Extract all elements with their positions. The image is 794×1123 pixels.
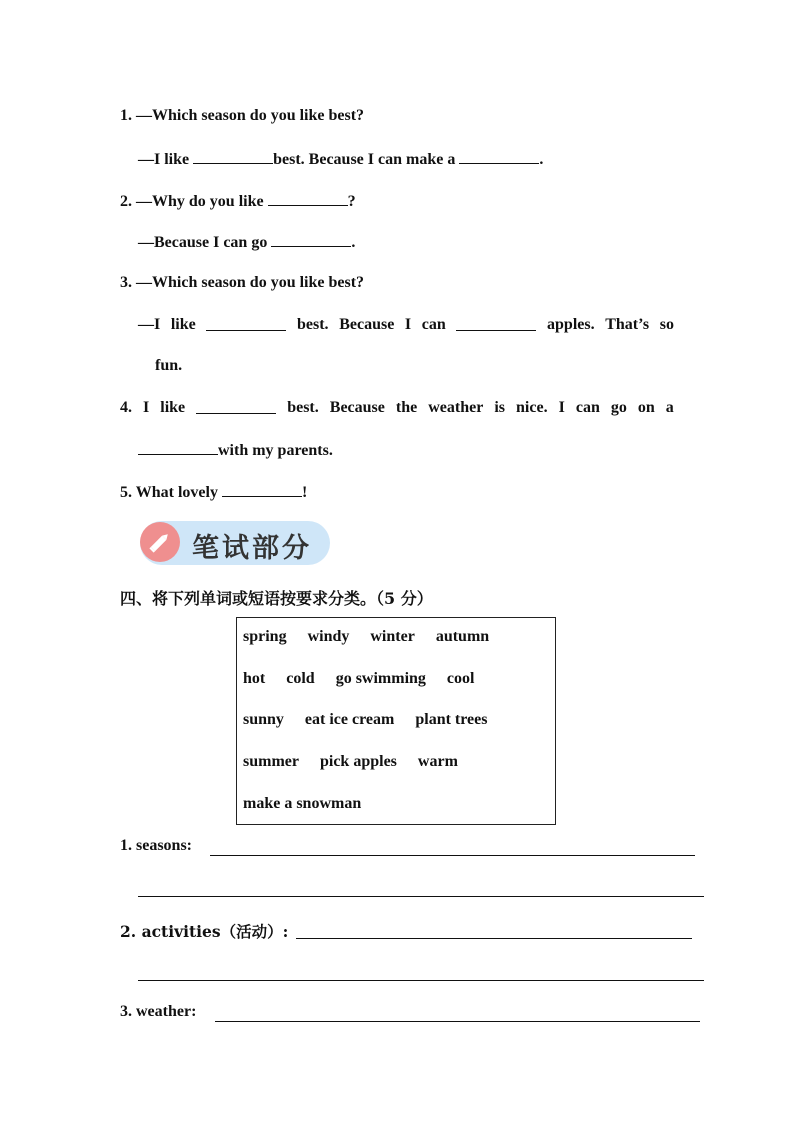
banner-title: 笔试部分 (192, 533, 312, 564)
q4-line2: with my parents. (138, 440, 333, 460)
word-row-3 (243, 711, 504, 729)
q3-line1: 3. —Which season do you like best? (120, 274, 365, 291)
word: hot (243, 670, 266, 687)
q2-blank-1[interactable] (268, 191, 348, 206)
word: winter (370, 628, 415, 645)
q4-number: 4. (120, 399, 132, 416)
word-row-2 (243, 670, 491, 688)
q4-line1: 4. I like best. Because the weather is nice. I can go on a (120, 399, 674, 416)
word: summer (243, 753, 299, 770)
q1-blank-2[interactable] (459, 149, 539, 164)
q3-continuation: fun. (155, 357, 183, 374)
q5-blank[interactable] (222, 482, 302, 497)
word-row-5 (243, 795, 378, 813)
word: pick apples (319, 753, 397, 770)
word: plant trees (415, 711, 488, 728)
word: autumn (435, 628, 490, 645)
word: spring (243, 628, 287, 645)
answer-line-activities-2[interactable] (138, 980, 704, 981)
q3-answer: —I like best. Because I can apples. That’s so (138, 316, 674, 333)
word-row-1 (243, 628, 506, 646)
item-weather-label: 3. weather: (120, 1003, 197, 1020)
q4-blank-1[interactable] (196, 399, 276, 414)
q1-answer: —I like best. Because I can make a . (138, 151, 544, 168)
q2-line1: 2. —Why do you like ? (120, 193, 356, 210)
q1-blank-1[interactable] (193, 149, 273, 164)
q5-number: 5. (120, 484, 132, 501)
word: cold (286, 670, 315, 687)
item-activities-label: 2. activities（活动）: (120, 922, 289, 941)
q1-question: —Which season do you like best? (136, 107, 365, 124)
q2-answer: —Because I can go . (138, 234, 356, 251)
answer-line-weather-1[interactable] (215, 1021, 700, 1022)
q2-blank-2[interactable] (271, 232, 351, 247)
answer-line-activities-1[interactable] (296, 938, 692, 939)
section4-heading: 四、将下列单词或短语按要求分类。（5 分） (120, 589, 433, 608)
word-row-4 (243, 753, 475, 771)
answer-line-seasons-1[interactable] (210, 855, 695, 856)
item-seasons-label: 1. seasons: (120, 837, 193, 854)
q3-blank-1[interactable] (206, 316, 286, 331)
word: go swimming (335, 670, 426, 687)
word: cool (446, 670, 475, 687)
q1-line1 (120, 107, 364, 125)
word: make a snowman (243, 795, 362, 812)
q1-number: 1. (120, 107, 132, 124)
word: eat ice cream (304, 711, 395, 728)
pencil-icon (140, 522, 180, 562)
q5-line: 5. What lovely ! (120, 484, 308, 501)
word: sunny (243, 711, 284, 728)
written-section-banner (140, 521, 330, 565)
word: warm (417, 753, 458, 770)
answer-line-seasons-2[interactable] (138, 896, 704, 897)
q3-number: 3. (120, 274, 132, 291)
q2-number: 2. (120, 193, 132, 210)
q4-blank-2[interactable] (138, 440, 218, 455)
word: windy (307, 628, 350, 645)
q3-blank-2[interactable] (456, 316, 536, 331)
word-box (236, 617, 556, 825)
